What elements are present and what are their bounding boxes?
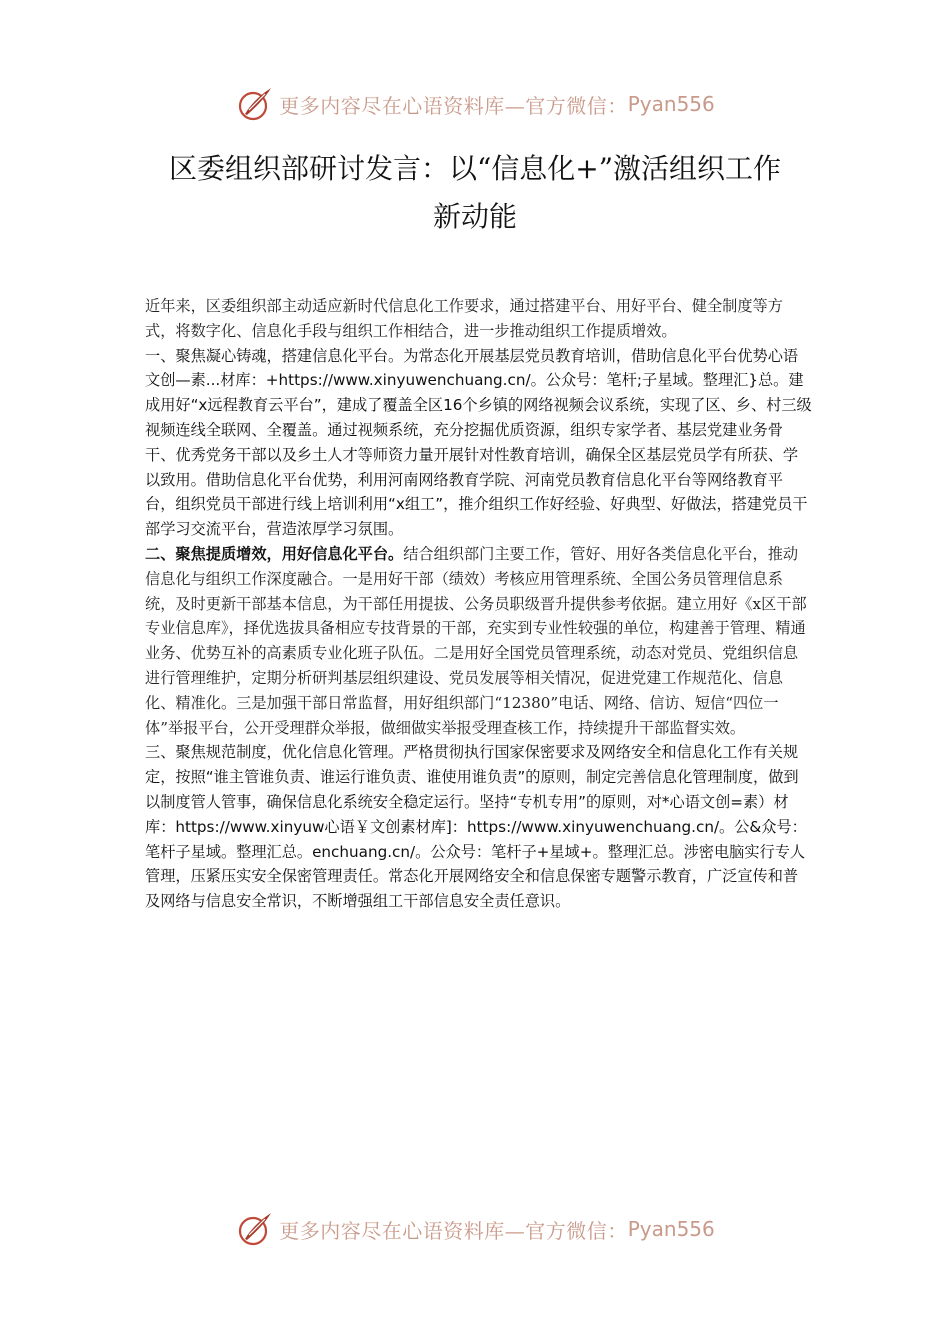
page-title bbox=[120, 145, 830, 241]
watermark-contact: Pyan556 bbox=[627, 1217, 715, 1241]
section-3-paragraph: 三、聚焦规范制度，优化信息化管理。严格贯彻执行国家保密要求及网络安全和信息化工作有关规定，按照“谁主管谁负责、谁运行谁负责、谁使用谁负责”的原则，制定完善信息化管理制度，做到以制度管人管事，确保信息化系统安全稳定运行。坚持“专机专用”的原则，对*心语文创=素）材库：https://www.xinyuw心语￥文创素材库]：https://www.xinyuwenchuang.cn/。公&众号：笔杆子星域。整理汇总。enchuang.cn/。公众号：笔杆子+星域+。整理汇总。涉密电脑实行专人管理，压紧压实安全保密管理责任。常态化开展网络安全和信息保密专题警示教育，广泛宣传和普及网络与信息安全常识，不断增强组工干部信息安全责任意识。 bbox=[145, 743, 807, 911]
section-2-heading: 二、聚焦提质增效，用好信息化平台。 bbox=[145, 544, 404, 563]
footer-watermark-banner bbox=[0, 1205, 950, 1253]
section-1-paragraph: 一、聚焦凝心铸魂，搭建信息化平台。为常态化开展基层党员教育培训，借助信息化平台优势心语文创—素...材库：+https://www.xinyuwenchuang.cn/。公众号：笔杆;子星域。整理汇}总。建成用好“x远程教育云平台”，建成了覆盖全区16个乡镇的网络视频会议系统，实现了区、乡、村三级视频连线全联网、全覆盖。通过视频系统，充分挖掘优质资源，组织专家学者、基层党建业务骨干、优秀党务干部以及乡土人才等师资力量开展针对性教育培训，确保全区基层党员学有所获、学以致用。借助信息化平台优势，利用河南网络教育学院、河南党员教育信息化平台等网络教育平台，组织党员干部进行线上培训利用“x组工”，推介组织工作好经验、好典型、好做法，搭建党员干部学习交流平台，营造浓厚学习氛围。 bbox=[145, 346, 812, 539]
intro-paragraph: 近年来，区委组织部主动适应新时代信息化工作要求，通过搭建平台、用好平台、健全制度等方式，将数字化、信息化手段与组织工作相结合，进一步推动组织工作提质增效。 bbox=[145, 297, 783, 340]
quill-logo-icon bbox=[235, 1209, 275, 1249]
quill-logo-icon bbox=[235, 84, 275, 124]
section-2-body: 结合组织部门主要工作，管好、用好各类信息化平台，推动信息化与组织工作深度融合。一是用好干部（绩效）考核应用管理系统、全国公务员管理信息系统，及时更新干部基本信息，为干部任用提拔、公务员职级晋升提供参考依据。建立用好《x区干部专业信息库》，择优选拔具备相应专技背景的干部，充实到专业性较强的单位，构建善于管理、精通业务、优势互补的高素质专业化班子队伍。二是用好全国党员管理系统，动态对党员、党组织信息进行管理维护，定期分析研判基层组织建设、党员发展等相关情况，促进党建工作规范化、信息化、精准化。三是加强干部日常监督，用好组织部门“12380”电话、网络、信访、短信“四位一体”举报平台，公开受理群众举报，做细做实举报受理查核工作，持续提升干部监督实效。 bbox=[145, 544, 807, 737]
title-line-2: 新动能 bbox=[432, 200, 517, 233]
section-2-paragraph bbox=[145, 542, 813, 740]
watermark-text: 更多内容尽在心语资料库—官方微信： bbox=[279, 93, 628, 118]
watermark-text: 更多内容尽在心语资料库—官方微信： bbox=[279, 1218, 628, 1243]
title-line-1: 区委组织部研讨发言：以“信息化+”激活组织工作 bbox=[168, 152, 782, 185]
watermark-contact: Pyan556 bbox=[627, 92, 715, 116]
header-watermark-banner bbox=[0, 80, 950, 128]
document-body bbox=[145, 294, 813, 914]
